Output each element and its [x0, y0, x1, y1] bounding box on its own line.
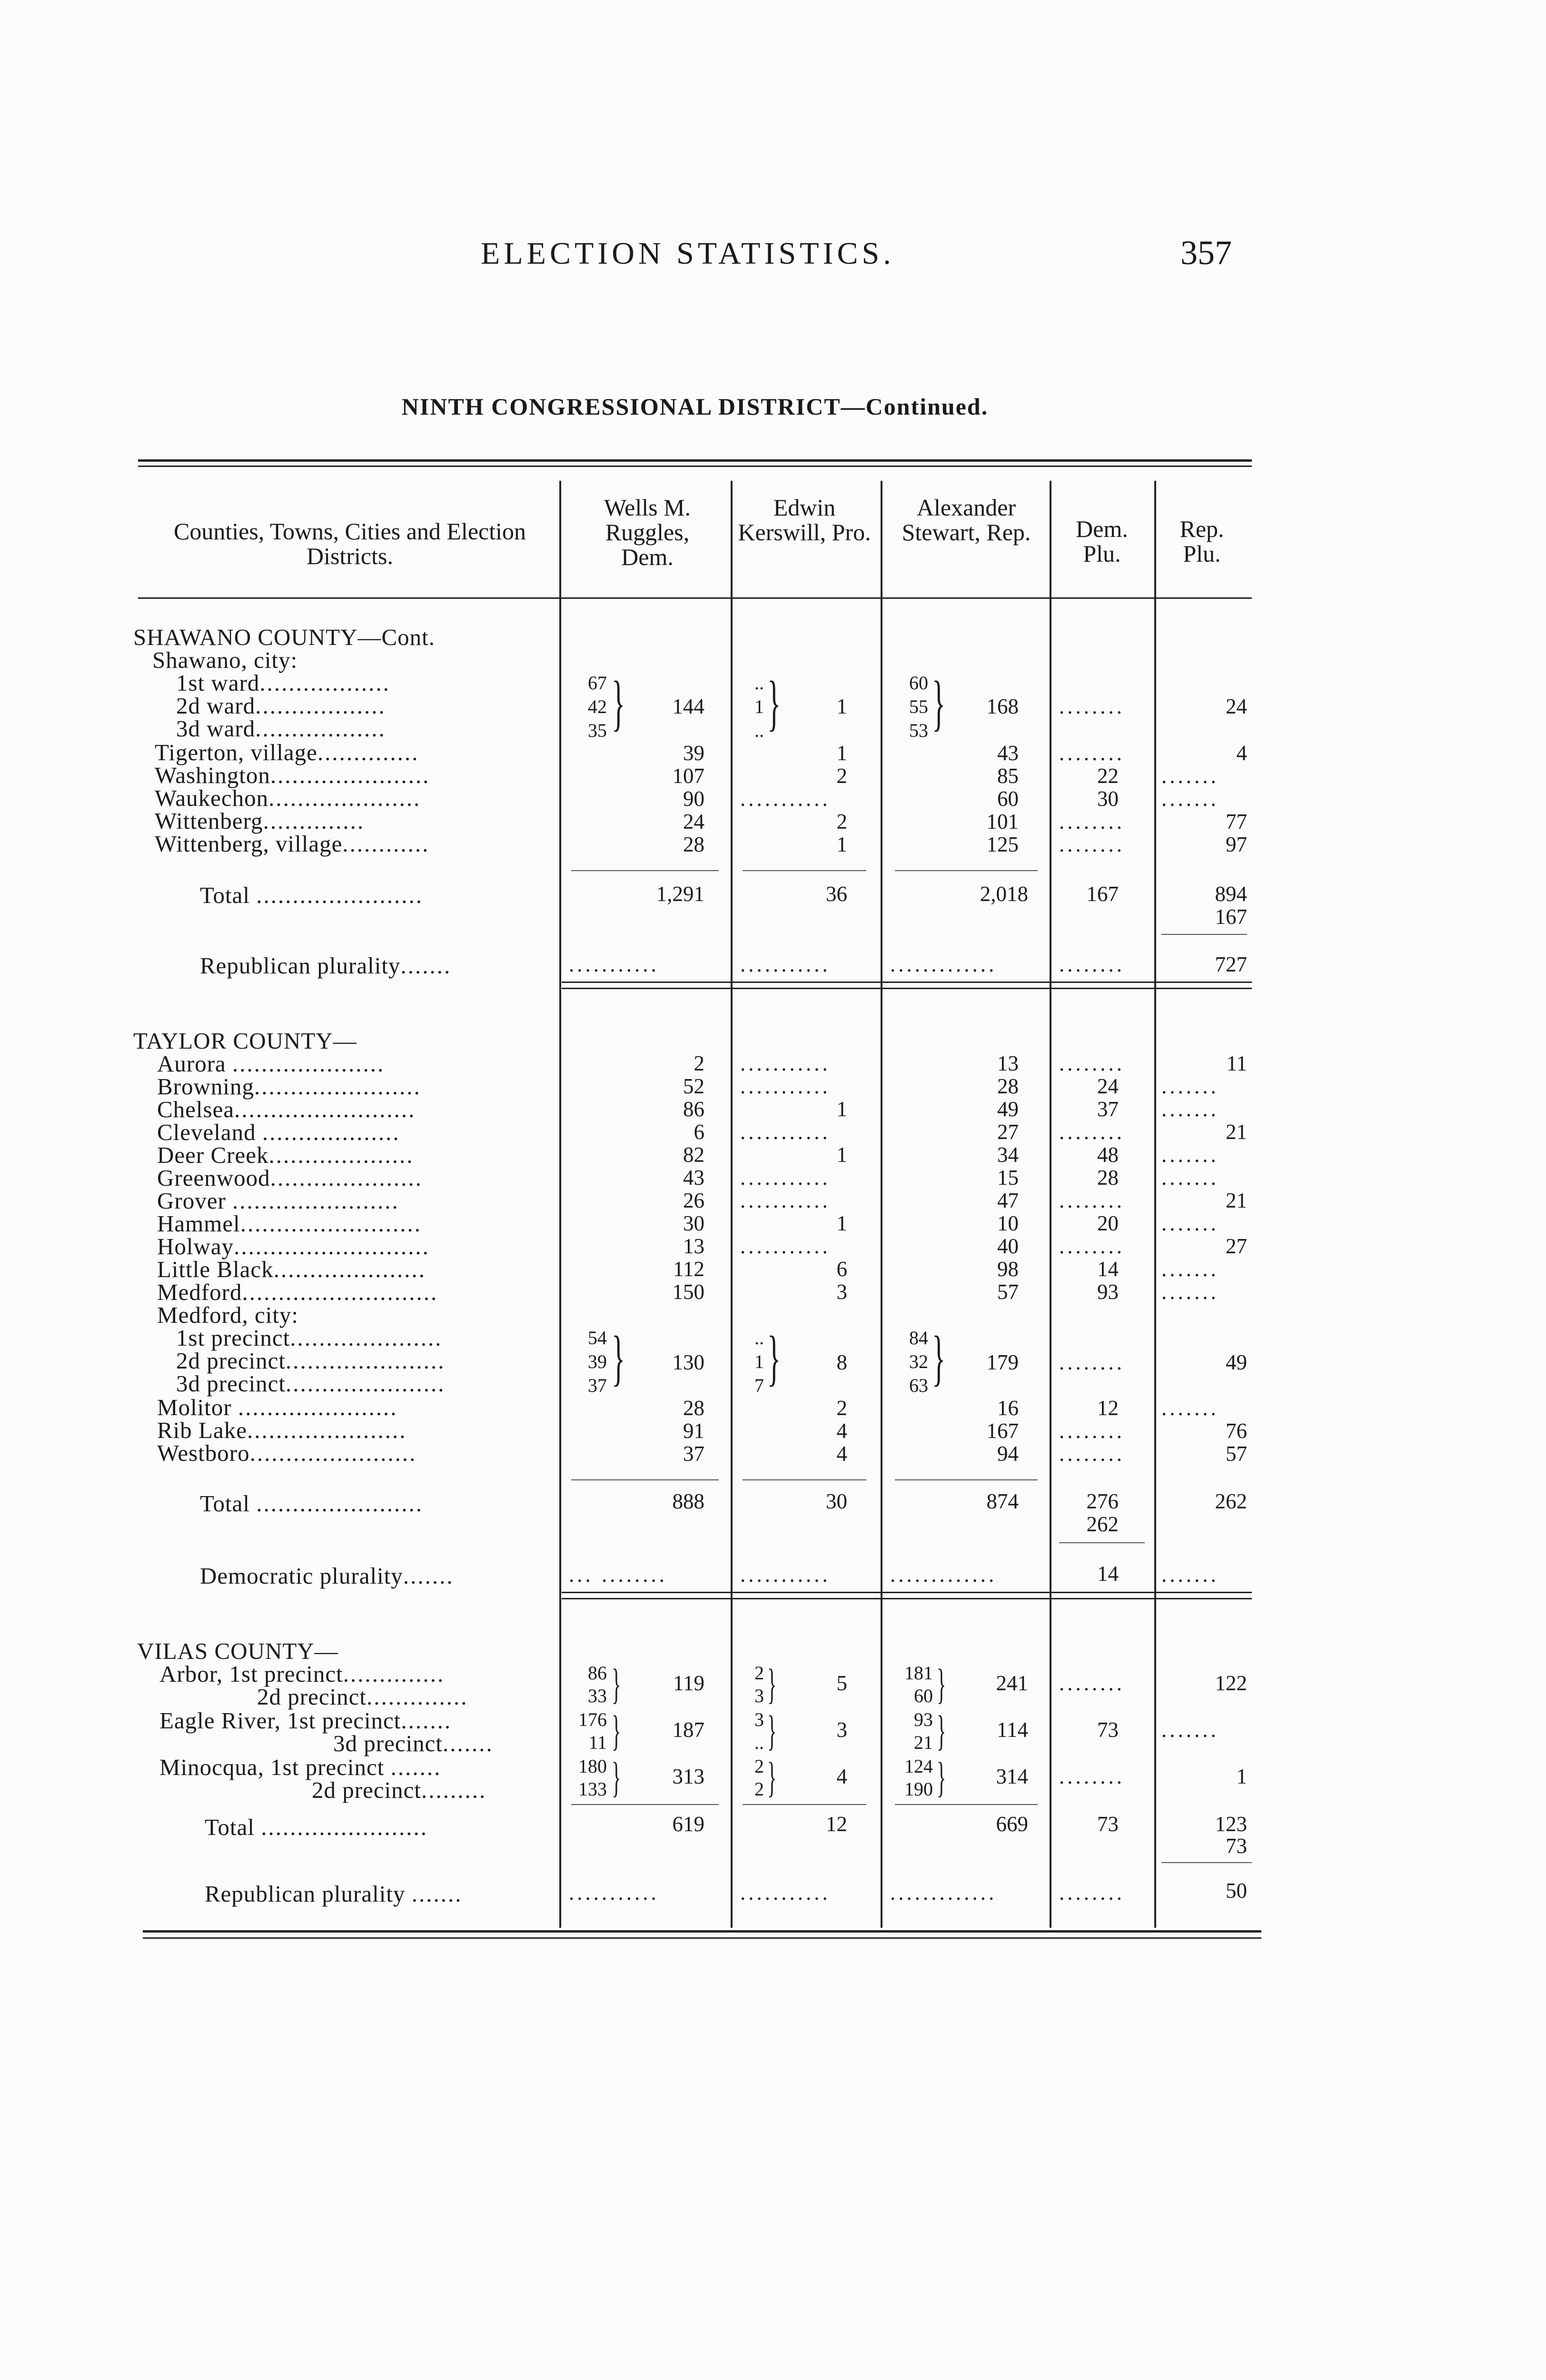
brace-icon: } — [612, 1661, 621, 1708]
plurality-label: Republican plurality....... — [200, 952, 452, 979]
cell-dem-plu: 93 — [1097, 1280, 1119, 1304]
precinct-stewart: 84 — [909, 1327, 928, 1349]
brace-icon: } — [937, 1661, 946, 1708]
county-heading: VILAS COUNTY— — [137, 1638, 338, 1664]
section-rule — [562, 982, 1252, 983]
dot-leader: ............. — [890, 1881, 997, 1904]
total-rep-plu: 262 — [1215, 1489, 1247, 1513]
sum-rule — [743, 1479, 866, 1480]
cell-rep-plu: 57 — [1226, 1442, 1247, 1466]
total-dem-plu: 276 — [1086, 1489, 1119, 1513]
dot-leader: ........... — [740, 1166, 831, 1190]
ward-stewart: 55 — [909, 696, 928, 717]
section-rule — [562, 1592, 1252, 1593]
sum-rule — [1161, 1862, 1252, 1863]
sum-rule — [895, 870, 1038, 871]
dot-leader: ........ — [1059, 1671, 1125, 1695]
precinct-ruggles: 180 — [578, 1755, 607, 1777]
dot-leader: ............. — [890, 1563, 997, 1587]
cell-stewart: 16 — [997, 1396, 1019, 1420]
ward-ruggles: 67 — [588, 672, 607, 694]
table-title: NINTH CONGRESSIONAL DISTRICT—Continued. — [401, 393, 989, 420]
group-rep-plu: 1 — [1236, 1765, 1247, 1788]
cell-ruggles: 30 — [683, 1211, 704, 1235]
cell-dem-plu: 24 — [1097, 1074, 1119, 1098]
sum-rule — [571, 870, 719, 871]
total-rep-plu: 123 — [1215, 1812, 1247, 1836]
table-bottom-rule — [143, 1930, 1261, 1933]
plurality-value: 727 — [1215, 952, 1247, 976]
sum-rule — [743, 1804, 866, 1805]
group-total-kerswill: 5 — [836, 1671, 847, 1695]
table-top-rule — [138, 459, 1252, 462]
row-label: Grover ....................... — [157, 1188, 399, 1214]
row-label: Browning....................... — [157, 1073, 421, 1100]
cell-stewart: 28 — [997, 1074, 1019, 1098]
group-total-stewart: 314 — [996, 1765, 1028, 1788]
dot-leader: ........... — [740, 1234, 831, 1258]
dot-leader: ........ — [1059, 1881, 1125, 1904]
total-label: Total ....................... — [200, 1490, 423, 1517]
cell-kerswill: 6 — [836, 1257, 847, 1281]
precinct-ruggles: 11 — [588, 1732, 607, 1753]
row-label: Eagle River, 1st precinct....... — [159, 1707, 452, 1734]
brace-icon: } — [932, 1324, 946, 1392]
cell-rep-plu: 77 — [1226, 810, 1247, 833]
dot-leader: ....... — [1161, 1396, 1219, 1420]
row-label: Westboro....................... — [157, 1440, 417, 1466]
cell-ruggles: 26 — [683, 1189, 704, 1212]
cell-dem-plu: 28 — [1097, 1166, 1119, 1190]
dot-leader: ....... — [1161, 1257, 1219, 1281]
precinct-ruggles: 39 — [588, 1351, 607, 1372]
total-ruggles: 888 — [672, 1489, 704, 1513]
ward-stewart: 60 — [909, 672, 928, 694]
precinct-stewart: 32 — [909, 1351, 928, 1372]
header-dem-plu: Dem. Plu. — [1076, 516, 1128, 567]
group-total-ruggles: 187 — [672, 1718, 704, 1742]
cell-dem-plu: 37 — [1097, 1097, 1119, 1121]
city-total-rep-plu: 24 — [1226, 694, 1247, 718]
ward-kerswill: 1 — [754, 696, 764, 717]
city-total-ruggles: 130 — [672, 1350, 704, 1374]
dot-leader: ........ — [1059, 694, 1125, 718]
cell-stewart: 167 — [986, 1419, 1019, 1443]
plurality-value: 14 — [1097, 1562, 1119, 1586]
section-rule — [562, 988, 1252, 989]
dot-leader: ........ — [1059, 952, 1125, 976]
row-label: Waukechon..................... — [155, 785, 421, 811]
cell-ruggles: 107 — [672, 764, 704, 788]
ward-kerswill: .. — [754, 672, 764, 694]
dot-leader: ....... — [1161, 1074, 1219, 1098]
row-label: 3d precinct....... — [333, 1730, 494, 1756]
cell-dem-plu: 20 — [1097, 1211, 1119, 1235]
cell-kerswill: 1 — [836, 833, 847, 856]
precinct-kerswill: 2 — [754, 1778, 764, 1800]
brace-icon: } — [767, 1661, 777, 1708]
row-label: 3d ward.................. — [176, 715, 386, 742]
cell-ruggles: 28 — [683, 833, 704, 856]
cell-ruggles: 112 — [673, 1257, 704, 1281]
cell-ruggles: 24 — [683, 810, 704, 833]
precinct-kerswill: 3 — [754, 1709, 764, 1730]
dot-leader: ........... — [740, 787, 831, 811]
row-label: 1st precinct..................... — [176, 1325, 443, 1351]
column-rule-4 — [1050, 481, 1051, 1928]
dot-leader: ... ........ — [569, 1563, 667, 1587]
dot-leader: ........... — [740, 1189, 831, 1212]
cell-kerswill: 1 — [836, 741, 847, 765]
city-label: Shawano, city: — [152, 647, 298, 673]
dot-leader: ........ — [1059, 810, 1125, 833]
header-kerswill: Edwin Kerswill, Pro. — [738, 494, 871, 545]
group-total-kerswill: 4 — [836, 1765, 847, 1788]
dot-leader: ........ — [1059, 741, 1125, 765]
sum-rule — [571, 1804, 719, 1805]
header-bottom-rule — [138, 597, 1252, 599]
plurality-label: Republican plurality ....... — [205, 1881, 463, 1907]
dot-leader: ........... — [740, 1881, 831, 1904]
cell-rep-plu: 21 — [1226, 1189, 1247, 1212]
precinct-ruggles: 133 — [578, 1778, 607, 1800]
ward-stewart: 53 — [909, 720, 928, 741]
cell-ruggles: 13 — [683, 1234, 704, 1258]
dot-leader: ........... — [740, 1051, 831, 1075]
county-heading: SHAWANO COUNTY—Cont. — [133, 624, 436, 650]
cell-stewart: 101 — [986, 810, 1019, 833]
row-label: Wittenberg, village............ — [155, 831, 430, 857]
page-number: 357 — [1180, 234, 1232, 272]
group-total-stewart: 114 — [997, 1718, 1028, 1742]
cell-rep-plu: 97 — [1226, 833, 1247, 856]
total-dem-plu: 73 — [1097, 1812, 1119, 1836]
row-label: Wittenberg.............. — [155, 808, 365, 834]
brace-icon: } — [937, 1707, 946, 1755]
precinct-kerswill: 7 — [754, 1375, 764, 1396]
cell-kerswill: 1 — [836, 1211, 847, 1235]
city-total-ruggles: 144 — [672, 694, 704, 718]
total-stewart: 2,018 — [980, 882, 1028, 906]
cell-ruggles: 150 — [672, 1280, 704, 1304]
dot-leader: ........ — [1059, 1442, 1125, 1466]
cell-stewart: 34 — [997, 1143, 1019, 1167]
total-kerswill: 30 — [826, 1489, 847, 1513]
brace-icon: } — [612, 669, 625, 737]
row-label: Arbor, 1st precinct.............. — [159, 1661, 445, 1687]
cell-rep-plu: 27 — [1226, 1234, 1247, 1258]
column-rule-3 — [881, 481, 882, 1928]
group-total-ruggles: 313 — [672, 1765, 704, 1788]
row-label: 2d ward.................. — [176, 693, 386, 719]
column-rule-2 — [731, 481, 733, 1928]
group-total-stewart: 241 — [996, 1671, 1028, 1695]
dot-leader: ....... — [1161, 1143, 1219, 1167]
cell-stewart: 40 — [997, 1234, 1019, 1258]
precinct-stewart: 124 — [904, 1755, 933, 1777]
dot-leader: ........... — [740, 1120, 831, 1144]
header-rep-plu: Rep. Plu. — [1179, 516, 1224, 567]
group-rep-plu: 122 — [1215, 1671, 1247, 1695]
cell-stewart: 10 — [997, 1211, 1019, 1235]
column-rule-1 — [559, 481, 561, 1928]
cell-kerswill: 1 — [836, 1143, 847, 1167]
dot-leader: ........ — [1059, 1051, 1125, 1075]
cell-stewart: 98 — [997, 1257, 1019, 1281]
cell-stewart: 27 — [997, 1120, 1019, 1144]
dot-leader: ....... — [1161, 1211, 1219, 1235]
cell-kerswill: 2 — [836, 810, 847, 833]
sum-rule — [895, 1804, 1038, 1805]
precinct-kerswill: 2 — [754, 1755, 764, 1777]
cell-stewart: 85 — [997, 764, 1019, 788]
row-label: 2d precinct...................... — [176, 1348, 446, 1374]
total-dem-plu-subtract: 262 — [1086, 1512, 1119, 1536]
cell-ruggles: 2 — [694, 1051, 704, 1075]
dot-leader: ....... — [1161, 1166, 1219, 1190]
cell-rep-plu: 11 — [1226, 1051, 1247, 1075]
row-label: Deer Creek.................... — [157, 1142, 414, 1168]
cell-rep-plu: 76 — [1226, 1419, 1247, 1443]
cell-ruggles: 28 — [683, 1396, 704, 1420]
total-rep-plu-subtract: 167 — [1215, 905, 1247, 929]
cell-dem-plu: 14 — [1097, 1257, 1119, 1281]
precinct-stewart: 21 — [914, 1732, 933, 1753]
sum-rule — [571, 1479, 719, 1480]
cell-kerswill: 2 — [836, 1396, 847, 1420]
column-rule-5 — [1154, 481, 1156, 1928]
row-label: Tigerton, village.............. — [155, 739, 419, 765]
row-label: Chelsea......................... — [157, 1096, 416, 1122]
cell-ruggles: 6 — [694, 1120, 704, 1144]
dot-leader: ........ — [1059, 1350, 1125, 1374]
dot-leader: ........... — [569, 1881, 659, 1904]
cell-kerswill: 1 — [836, 1097, 847, 1121]
total-label: Total ....................... — [200, 882, 423, 908]
row-label: Holway........................... — [157, 1233, 430, 1259]
running-head: ELECTION STATISTICS. — [481, 236, 895, 271]
total-stewart: 669 — [996, 1812, 1028, 1836]
sum-rule — [743, 870, 866, 871]
dot-leader: ........ — [1059, 1234, 1125, 1258]
dot-leader: ........... — [740, 1563, 831, 1587]
cell-stewart: 94 — [997, 1442, 1019, 1466]
city-total-kerswill: 1 — [836, 694, 847, 718]
total-kerswill: 36 — [826, 882, 847, 906]
dot-leader: ....... — [1161, 1097, 1219, 1121]
precinct-ruggles: 37 — [588, 1375, 607, 1396]
row-label: Cleveland ................... — [157, 1119, 400, 1145]
precinct-kerswill: .. — [754, 1327, 764, 1349]
plurality-label: Democratic plurality....... — [200, 1563, 454, 1589]
precinct-ruggles: 54 — [588, 1327, 607, 1349]
row-label: Aurora ..................... — [157, 1051, 385, 1077]
precinct-ruggles: 176 — [578, 1709, 607, 1730]
cell-stewart: 43 — [997, 741, 1019, 765]
dot-leader: ........ — [1059, 1120, 1125, 1144]
group-dem-plu: 73 — [1097, 1718, 1119, 1742]
brace-icon: } — [767, 1707, 777, 1755]
cell-rep-plu: 21 — [1226, 1120, 1247, 1144]
cell-stewart: 47 — [997, 1189, 1019, 1212]
city-total-kerswill: 8 — [836, 1350, 847, 1374]
cell-dem-plu: 22 — [1097, 764, 1119, 788]
total-kerswill: 12 — [826, 1812, 847, 1836]
total-rep-plu: 894 — [1215, 882, 1247, 906]
cell-ruggles: 37 — [683, 1442, 704, 1466]
dot-leader: ........... — [740, 1074, 831, 1098]
precinct-kerswill: 2 — [754, 1662, 764, 1684]
dot-leader: ....... — [1161, 1718, 1219, 1742]
ward-ruggles: 42 — [588, 696, 607, 717]
header-ruggles: Wells M. Ruggles, Dem. — [604, 494, 691, 570]
dot-leader: ....... — [1161, 1563, 1219, 1587]
brace-icon: } — [767, 669, 781, 737]
precinct-kerswill: 3 — [754, 1685, 764, 1706]
dot-leader: ....... — [1161, 764, 1219, 788]
city-label: Medford, city: — [157, 1302, 299, 1328]
row-label: Rib Lake...................... — [157, 1417, 407, 1443]
row-label: Greenwood..................... — [157, 1165, 423, 1191]
precinct-stewart: 63 — [909, 1375, 928, 1396]
plurality-value: 50 — [1226, 1879, 1247, 1903]
dot-leader: ........ — [1059, 833, 1125, 856]
precinct-ruggles: 33 — [588, 1685, 607, 1706]
dot-leader: ....... — [1161, 787, 1219, 811]
cell-stewart: 15 — [997, 1166, 1019, 1190]
precinct-stewart: 93 — [914, 1709, 933, 1730]
cell-ruggles: 82 — [683, 1143, 704, 1167]
cell-stewart: 13 — [997, 1051, 1019, 1075]
cell-stewart: 125 — [986, 833, 1019, 856]
city-total-rep-plu: 49 — [1226, 1350, 1247, 1374]
row-label: Molitor ...................... — [157, 1394, 398, 1420]
ward-kerswill: .. — [754, 720, 764, 741]
dot-leader: ........ — [1059, 1189, 1125, 1212]
cell-ruggles: 90 — [683, 787, 704, 811]
row-label: Hammel......................... — [157, 1210, 422, 1237]
precinct-stewart: 60 — [914, 1685, 933, 1706]
cell-kerswill: 3 — [836, 1280, 847, 1304]
cell-dem-plu: 30 — [1097, 787, 1119, 811]
row-label: Medford........................... — [157, 1279, 438, 1305]
precinct-kerswill: .. — [754, 1732, 764, 1753]
total-ruggles: 619 — [672, 1812, 704, 1836]
dot-leader: ............. — [890, 952, 997, 976]
brace-icon: } — [937, 1754, 946, 1801]
precinct-stewart: 181 — [904, 1662, 933, 1684]
sum-rule — [1161, 934, 1247, 935]
dot-leader: ........... — [569, 952, 659, 976]
cell-dem-plu: 12 — [1097, 1396, 1119, 1420]
row-label: 2d precinct......... — [312, 1777, 487, 1803]
section-rule — [562, 1598, 1252, 1599]
table-bottom-rule-2 — [143, 1937, 1261, 1939]
cell-ruggles: 91 — [683, 1419, 704, 1443]
row-label: Little Black..................... — [157, 1256, 426, 1282]
cell-stewart: 60 — [997, 787, 1019, 811]
total-ruggles: 1,291 — [656, 882, 704, 906]
cell-ruggles: 43 — [683, 1166, 704, 1190]
cell-kerswill: 2 — [836, 764, 847, 788]
cell-ruggles: 39 — [683, 741, 704, 765]
cell-kerswill: 4 — [836, 1419, 847, 1443]
group-total-kerswill: 3 — [836, 1718, 847, 1742]
header-stewart: Alexander Stewart, Rep. — [902, 494, 1031, 545]
row-label: Washington...................... — [155, 762, 430, 788]
dot-leader: ....... — [1161, 1280, 1219, 1304]
precinct-ruggles: 86 — [588, 1662, 607, 1684]
sum-rule — [1059, 1542, 1145, 1543]
brace-icon: } — [767, 1324, 781, 1392]
header-districts: Counties, Towns, Cities and Election Districts. — [174, 518, 526, 569]
brace-icon: } — [612, 1707, 621, 1755]
brace-icon: } — [612, 1754, 621, 1801]
city-total-stewart: 168 — [986, 694, 1019, 718]
brace-icon: } — [767, 1754, 777, 1801]
row-label: 1st ward.................. — [176, 670, 390, 696]
total-dem-plu: 167 — [1086, 882, 1119, 906]
row-label: Minocqua, 1st precinct ....... — [159, 1754, 442, 1780]
dot-leader: ........ — [1059, 1419, 1125, 1443]
dot-leader: ........... — [740, 952, 831, 976]
county-heading: TAYLOR COUNTY— — [133, 1028, 357, 1054]
cell-stewart: 57 — [997, 1280, 1019, 1304]
sum-rule — [895, 1479, 1038, 1480]
cell-dem-plu: 48 — [1097, 1143, 1119, 1167]
row-label: 2d precinct.............. — [257, 1684, 468, 1710]
table-top-rule-2 — [138, 466, 1252, 467]
brace-icon: } — [612, 1324, 625, 1392]
total-label: Total ....................... — [205, 1814, 428, 1840]
brace-icon: } — [932, 669, 946, 737]
cell-ruggles: 52 — [683, 1074, 704, 1098]
cell-stewart: 49 — [997, 1097, 1019, 1121]
city-total-stewart: 179 — [986, 1350, 1019, 1374]
cell-rep-plu: 4 — [1236, 741, 1247, 765]
precinct-kerswill: 1 — [754, 1351, 764, 1372]
row-label: 3d precinct...................... — [176, 1370, 446, 1397]
group-total-ruggles: 119 — [673, 1671, 704, 1695]
total-stewart: 874 — [986, 1489, 1019, 1513]
cell-kerswill: 4 — [836, 1442, 847, 1466]
ward-ruggles: 35 — [588, 720, 607, 741]
dot-leader: ........ — [1059, 1765, 1125, 1788]
precinct-stewart: 190 — [904, 1778, 933, 1800]
cell-ruggles: 86 — [683, 1097, 704, 1121]
total-rep-plu-subtract: 73 — [1226, 1834, 1247, 1858]
